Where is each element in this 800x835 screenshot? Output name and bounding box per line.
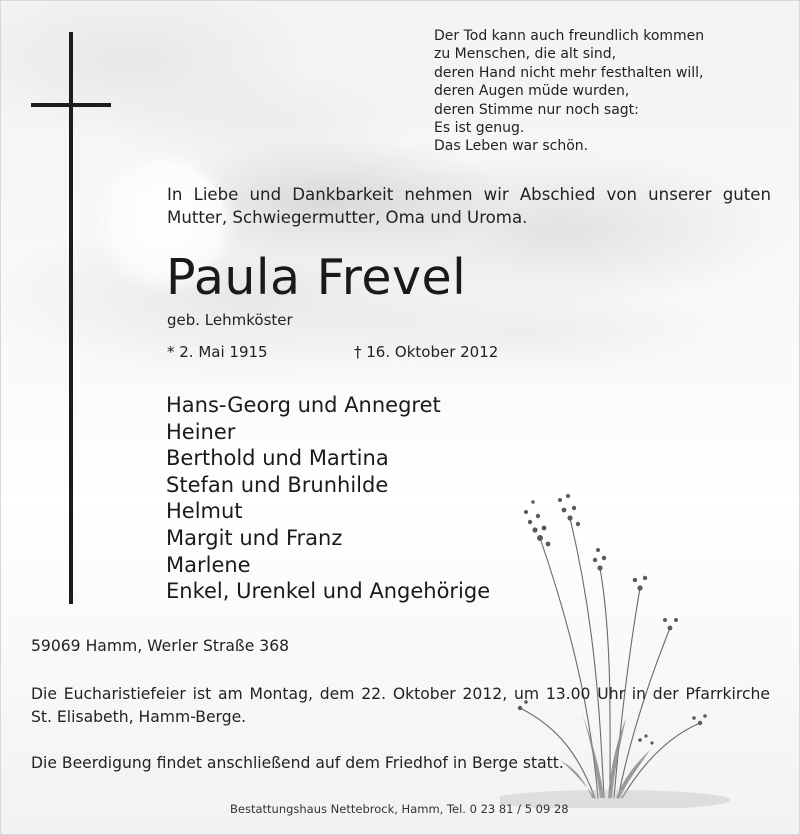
family-list (166, 392, 490, 605)
family-member: Heiner (166, 419, 236, 444)
service-info: Die Eucharistiefeier ist am Montag, dem 22. Oktober 2012, um 13.00 Uhr in der Pfarrkirche St. Elisabeth, Hamm-Berge. (31, 685, 770, 726)
poem-line: zu Menschen, die alt sind, (434, 46, 617, 63)
intro-text: In Liebe und Dankbarkeit nehmen wir Abschied von unserer guten Mutter, Schwiegermutter, Oma und Uroma. (167, 185, 771, 227)
deceased-name: Paula Frevel (166, 249, 467, 306)
death-date: † 16. Oktober 2012 (354, 343, 499, 361)
family-member: Stefan und Brunhilde (166, 472, 389, 497)
family-member: Margit und Franz (166, 525, 343, 550)
family-member: Hans-Georg und Annegret (166, 393, 441, 417)
poem-line: Es ist genug. (434, 120, 525, 137)
family-member: Marlene (166, 552, 251, 577)
cross-horizontal-beam (31, 103, 111, 107)
address: 59069 Hamm, Werler Straße 368 (31, 637, 290, 655)
maiden-name: geb. Lehmköster (167, 311, 293, 329)
poem-line: Das Leben war schön. (434, 138, 589, 155)
family-member: Helmut (166, 499, 243, 524)
funeral-home-footer: Bestattungshaus Nettebrock, Hamm, Tel. 0 23 81 / 5 09 28 (230, 802, 569, 816)
birth-date: * 2. Mai 1915 (167, 343, 268, 361)
family-member: Berthold und Martina (166, 446, 389, 471)
family-member: Enkel, Urenkel und Angehörige (166, 579, 491, 604)
poem-line: deren Augen müde wurden, (434, 83, 630, 100)
poem-line: deren Stimme nur noch sagt: (434, 101, 639, 118)
poem (434, 27, 704, 156)
cross-vertical-beam (69, 32, 73, 604)
burial-info: Die Beerdigung findet anschließend auf dem Friedhof in Berge statt. (31, 754, 564, 772)
poem-line: Der Tod kann auch freundlich kommen (434, 28, 705, 44)
poem-line: deren Hand nicht mehr festhalten will, (434, 64, 704, 81)
